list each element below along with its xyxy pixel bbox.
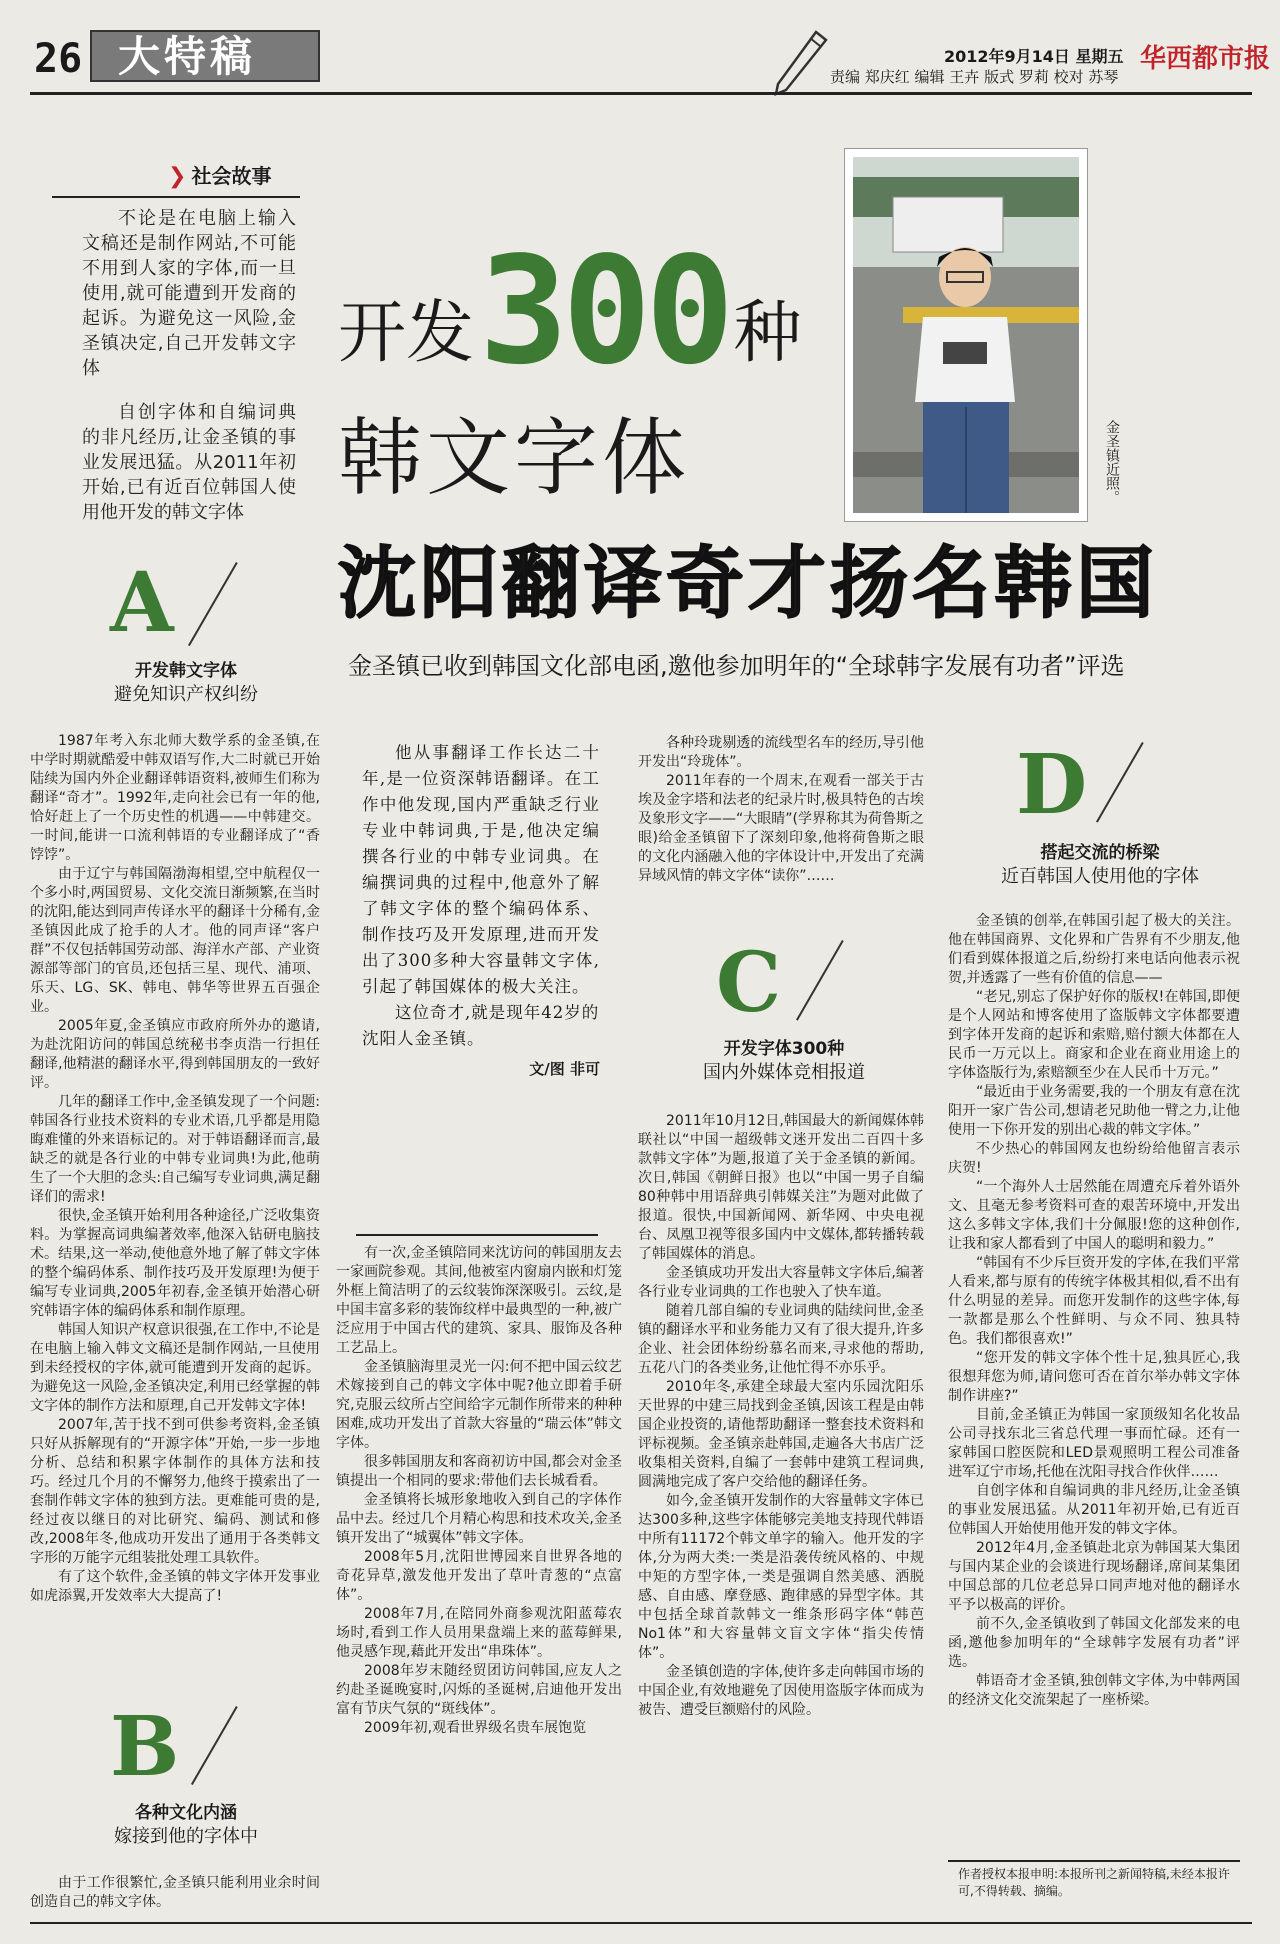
header-rule [30,92,1252,95]
lead-paragraph-2: 自创字体和自编词典的非凡经历,让金圣镇的事业发展迅猛。从2011年初开始,已有近百位韩国人使用他开发的韩文字体 [82,402,296,523]
section-b-subtitle: 嫁接到他的字体中 [114,1826,258,1847]
col3-paragraph: 金圣镇创造的字体,使许多走向韩国市场的中国企业,有效地避免了因使用盗版字体而成为被告、遭受巨额赔付的风险。 [638,1664,924,1718]
column-1 [30,732,320,1606]
col3-paragraph: 随着几部自编的专业词典的陆续问世,金圣镇的翻译水平和业务能力又有了很大提升,许多企业、社会团体纷纷慕名而来,寻求他的帮助,五花八门的各类业务,让他忙得不亦乐乎。 [638,1303,924,1376]
col1-paragraph: 2005年夏,金圣镇应市政府所外办的邀请,为赴沈阳访问的韩国总统秘书李贞浩一行担任翻译,他精湛的翻译水平,得到韩国朋友的一致好评。 [30,1018,320,1091]
col3-paragraph: 2011年春的一个周末,在观看一部关于古埃及金字塔和法老的纪录片时,极具特色的古埃及象形文字——“大眼睛”(学界称其为荷鲁斯之眼)给金圣镇留下了深刻印象,他将荷鲁斯之眼的文化内涵融入他的字体设计中,开发出了充满异域风情的韩文字体“读你”…… [638,773,924,884]
intro-paragraph-1: 他从事翻译工作长达二十年,是一位资深韩语翻译。在工作中他发现,国内严重缺乏行业专业中韩词典,于是,他决定编撰各行业的中韩专业词典。在编撰词典的过程中,他意外了解了韩文字体的整个编码体系、制作技巧及开发原理,进而开发出了300多种大容量韩文字体,引起了韩国媒体的极大关注。 [362,743,600,996]
section-d-slash [1096,742,1144,823]
editor-credits: 责编 郑庆红 编辑 王卉 版式 罗莉 校对 苏琴 [830,68,1119,86]
intro-bottom-rule [356,1234,598,1236]
intro-paragraph-2: 这位奇才,就是现年42岁的沈阳人金圣镇。 [362,1003,600,1048]
section-a-title: 开发韩文字体 [135,661,237,681]
section-c-title: 开发字体300种 [723,1039,845,1059]
newspaper-logo: 华西都市报 [1140,44,1271,74]
section-a-subtitle: 避免知识产权纠纷 [114,684,258,705]
column-3-top [638,734,924,886]
section-d-subtitle: 近百韩国人使用他的字体 [1001,866,1199,887]
col4-paragraph: 前不久,金圣镇收到了韩国文化部发来的电函,邀他参加明年的“全球韩字发展有功者”评选。 [948,1616,1240,1670]
section-title: 大特稿 [118,32,257,81]
section-banner [90,30,320,82]
col2-paragraph: 金圣镇将长城形象地收入到自己的字体作品中去。经过几个月精心构思和技术攻关,金圣镇开发出了“城翼体”韩文字体。 [336,1492,622,1546]
col4-paragraph: “您开发的韩文字体个性十足,独具匠心,我很想拜您为师,请问您可否在首尔举办韩文字体制作讲座?” [948,1350,1240,1404]
col1-paragraph: 有了这个软件,金圣镇的韩文字体开发事业如虎添翼,开发效率大大提高了! [30,1569,320,1604]
intro-block [362,740,600,1079]
col4-paragraph: 自创字体和自编词典的非凡经历,让金圣镇的事业发展迅猛。从2011年初开始,已有近百位韩国人开始使用他开发的韩文字体。 [948,1483,1240,1537]
col4-paragraph: “韩国有不少斥巨资开发的字体,在我们平常人看来,都与原有的传统字体极其相似,看不出有什么明显的差异。而您开发制作的这些字体,每一款都是那么个性鲜明、与众不同、独具特色。我们都很喜欢!” [948,1255,1240,1347]
column-tag [168,160,272,189]
section-a-letter: A [110,555,174,651]
headline-post: 种 [733,294,802,373]
section-c-subtitle: 国内外媒体竞相报道 [703,1062,865,1083]
chevron-right-icon: ❯ [168,164,187,189]
col3-paragraph: 如今,金圣镇开发制作的大容量韩文字体已达300多种,这些字体能够完美地支持现代韩语中所有11172个韩文单字的输入。他开发的字体,分为两大类:一类是沿袭传统风格的、中规中矩的方型字体,一类是强调自然美感、洒脱感、自由感、摩登感、跑律感的异型字体。其中包括全球首款韩文一维条形码字体“韩芭No1体”和大容量韩文盲文字体“指尖传情体”。 [638,1493,924,1661]
col1-paragraph: 由于辽宁与韩国隔渤海相望,空中航程仅一个多小时,两国贸易、文化交流日渐频繁,在当时的沈阳,能达到同声传译水平的翻译十分稀有,金圣镇因此成了抢手的人才。他的同声译“客户群”不仅包括韩国劳动部、海洋水产部、产业资源部等部门的官员,还包括三星、现代、浦项、乐天、LG、SK、韩电、韩华等世界五百强企业。 [30,866,320,1015]
col3-paragraph: 各种玲珑剔透的流线型名车的经历,导引他开发出“玲珑体”。 [638,735,924,770]
issue-date: 2012年9月14日 星期五 [944,47,1124,66]
photo-image [853,157,1079,513]
main-headline: 沈阳翻译奇才扬名韩国 [338,539,1159,629]
headline-pre: 开发 [338,294,475,373]
col4-paragraph: 金圣镇的创举,在韩国引起了极大的关注。他在韩国商界、文化界和广告界有不少朋友,他们看到媒体报道之后,纷纷打来电话向他表示祝贺,并透露了一些有价值的信息—— [948,913,1240,986]
section-c-letter: C [716,935,782,1031]
col2-paragraph: 金圣镇脑海里灵光一闪:何不把中国云纹艺术嫁接到自己的韩文字体中呢?他立即着手研究,克服云纹所占空间给字元制作所带来的种种困难,成功开发出了首款大容量的“瑞云体”韩文字体。 [336,1359,622,1451]
footer-rule [30,1922,1252,1924]
col4-paragraph: “老兄,别忘了保护好你的版权!在韩国,即便是个人网站和博客使用了盗版韩文字体都要遭到字体开发商的起诉和索赔,赔付额大体都在人民币一万元以上。商家和企业在商业用途上的字体盗版行为,索赔额至少在人民币十万元。” [948,989,1240,1081]
col4-paragraph: 不少热心的韩国网友也纷纷给他留言表示庆贺! [948,1141,1240,1176]
col1-paragraph: 几年的翻译工作中,金圣镇发现了一个问题:韩国各行业技术资料的专业术语,几乎都是用隐晦难懂的外来语标记的。对于韩语翻译而言,最缺乏的就是各行业的中韩专业词典!为此,他萌生了一个大胆的念头:自己编写专业词典,满足翻译们的需求! [30,1094,320,1205]
col4-paragraph: “一个海外人士居然能在周遭充斥着外语外文、且毫无参考资料可查的艰苦环境中,开发出这么多韩文字体,我们十分佩服!您的这种创作,让我和家人都看到了中国人的聪明和毅力。” [948,1179,1240,1252]
column-2 [336,1244,622,1738]
col3-paragraph: 2011年10月12日,韩国最大的新闻媒体韩联社以“中国一超级韩文迷开发出二百四十多款韩文字体”为题,报道了关于金圣镇的新闻。次日,韩国《朝鲜日报》也以“中国一男子自编80种韩中用语辞典引韩媒关注”为题对此做了报道。很快,中国新闻网、新华网、中央电视台、凤凰卫视等很多国内中文媒体,都转播转载了韩国媒体的消息。 [638,1113,924,1262]
byline: 文/图 非可 [529,1060,600,1078]
section-c-slash [796,940,844,1021]
col1-paragraph: 韩国人知识产权意识很强,在工作中,不论是在电脑上输入韩文文稿还是制作网站,一旦使用到未经授权的字体,就可能遭到开发商的起诉。为避免这一风险,金圣镇决定,利用已经掌握的韩文字体的制作方法和原理,自己开发韩文字体! [30,1322,320,1414]
copyright-notice: 作者授权本报申明:本报所刊之新闻特稿,未经本报许可,不得转载、摘编。 [958,1867,1230,1898]
col4-paragraph: 韩语奇才金圣镇,独创韩文字体,为中韩两国的经济文化交流架起了一座桥梁。 [948,1673,1240,1708]
section-b-slash [191,1706,238,1785]
deck: 金圣镇已收到韩国文化部电函,邀他参加明年的“全球韩字发展有功者”评选 [348,652,1125,680]
lead-paragraph-1: 不论是在电脑上输入文稿还是制作网站,不可能不用到人家的字体,而一旦使用,就可能遭到开发商的起诉。为避免这一风险,金圣镇决定,自己开发韩文字体 [82,208,296,379]
col2-paragraph: 2009年初,观看世界级名贵车展饱览 [364,1720,587,1736]
section-d-title: 搭起交流的桥梁 [1040,843,1160,863]
col2-paragraph: 2008年5月,沈阳世博园来自世界各地的奇花异草,激发他开发出了草叶青葱的“点富体”。 [336,1549,622,1603]
col3-paragraph: 金圣镇成功开发出大容量韩文字体后,编著各行业专业词典的工作也驶入了快车道。 [638,1265,924,1300]
col2-paragraph: 2008年7月,在陪同外商参观沈阳蓝莓农场时,看到工作人员用果盘端上来的蓝莓鲜果,他灵感乍现,藉此开发出“串珠体”。 [336,1606,622,1660]
notice-rule [948,1860,1240,1862]
col4-paragraph: “最近由于业务需要,我的一个朋友有意在沈阳开一家广告公司,想请老兄助他一臂之力,让他使用一下你开发的别出心裁的韩文字体。” [948,1084,1240,1138]
col4-paragraph: 目前,金圣镇正为韩国一家顶级知名化妆品公司寻找东北三省总代理一事而忙碌。还有一家韩国口腔医院和LED景观照明工程公司准备进军辽宁市场,托他在沈阳寻找合作伙伴…… [948,1407,1240,1480]
tag-rule [52,196,300,198]
headline-line-1 [338,225,802,397]
section-b-title: 各种文化内涵 [135,1803,237,1823]
section-d-letter: D [1016,737,1088,833]
pen-icon [770,28,830,102]
section-a-slash [188,562,238,646]
col1-paragraph: 2007年,苦于找不到可供参考资料,金圣镇只好从拆解现有的“开源字体”开始,一步一步地分析、总结和积累字体制作的具体方法和技巧。经过几个月的不懈努力,他终于摸索出了一套制作韩文字体的独到方法。更难能可贵的是,经过夜以继日的对比研究、编码、测试和修改,2008年冬,他成功开发出了通用于各类韩文字形的万能字元组装批处理工具软件。 [30,1417,320,1566]
col2-paragraph: 2008年岁末随经贸团访问韩国,应友人之约赴圣诞晚宴时,闪烁的圣诞树,启迪他开发出富有节庆气氛的“斑线体”。 [336,1663,622,1717]
portrait-photo [844,148,1088,522]
headline-line-2: 韩文字体 [338,409,691,507]
col4-paragraph: 2012年4月,金圣镇赴北京为韩国某大集团与国内某企业的会谈进行现场翻译,席间某集团中国总部的几位老总异口同声地对他的翻译水平予以极高的评价。 [948,1540,1240,1613]
page-number: 26 [34,36,83,82]
col2-paragraph: 有一次,金圣镇陪同来沈访问的韩国朋友去一家画院参观。其间,他被室内窗扇内嵌和灯笼外框上简洁明了的云纹装饰深深吸引。云纹,是中国丰富多彩的装饰纹样中最典型的一种,被广泛应用于中国古代的建筑、家具、服饰及各种工艺品上。 [336,1245,622,1356]
column-3-bottom [638,1112,924,1720]
column-tag-label: 社会故事 [191,164,272,188]
headline-number: 300 [479,225,729,397]
col1-paragraph: 很快,金圣镇开始利用各种途径,广泛收集资料。为掌握高词典编著效率,他深入钻研电脑技术。结果,这一举动,使他意外地了解了韩文字体的整个编码体系、制作技巧及开发原理!为便于编写专业词典,2005年初春,金圣镇开始潜心研究韩语字体的编码体系和制作原理。 [30,1208,320,1319]
col2-paragraph: 很多韩国朋友和客商初访中国,都会对金圣镇提出一个相同的要求:带他们去长城看看。 [336,1454,622,1489]
column-4 [948,912,1240,1710]
section-b-letter: B [110,1699,180,1795]
col1-footer-paragraph: 由于工作很繁忙,金圣镇只能利用业余时间创造自己的韩文字体。 [30,1875,320,1910]
col3-paragraph: 2010年冬,承建全球最大室内乐园沈阳乐天世界的中建三局找到金圣镇,因该工程是由韩国企业投资的,请他帮助翻译一整套技术资料和评标视频。金圣镇亲赴韩国,走遍各大书店广泛收集相关资料,自编了一套韩中建筑工程词典,圆满地完成了客户交给他的翻译任务。 [638,1379,924,1490]
col1-paragraph: 1987年考入东北师大数学系的金圣镇,在中学时期就酷爱中韩双语写作,大二时就已开始陆续为国内外企业翻译韩语资料,被师生们称为翻译“奇才”。1992年,走向社会已有一年的他,恰好赶上了一个历史性的机遇——中韩建交。一时间,能讲一口流利韩语的专业翻译成了“香饽饽”。 [30,733,320,863]
photo-caption: 金圣镇近照。 [1104,420,1120,504]
